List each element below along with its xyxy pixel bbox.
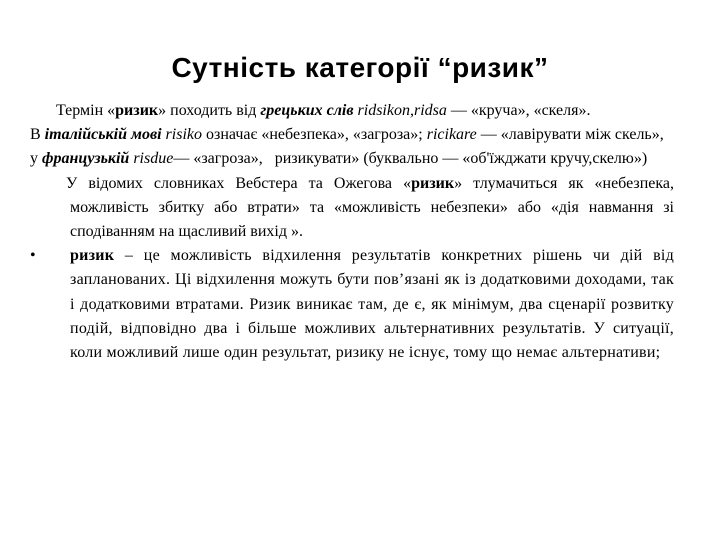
text: В <box>30 126 45 144</box>
text: – це можливість відхилення результатів конкретних рішень чи дій від запланованих. Ці відхилення можуть бути пов’язані як із додатковими доходами, так і додатковими втратами. Ризик виникає там, де є, як мінімум, два сценарії розвитку подій, відповідно два і більше можливих альтернативних результатів. У ситуації, коли можливий лише один результат, ризику не існує, тому що немає альтернативи; <box>70 247 674 362</box>
term-risk: ризик <box>411 174 455 192</box>
paragraph-etymology-french <box>30 147 674 171</box>
slide-body <box>30 99 674 365</box>
text: означає «небезпека», «загроза»; <box>202 126 427 144</box>
word-risiko: risiko <box>161 126 202 144</box>
paragraph-risk-definition <box>30 244 674 365</box>
paragraph-etymology-greek <box>30 99 674 123</box>
text: — «круча», «скеля». <box>446 102 591 119</box>
term-risk: ризик <box>70 247 115 265</box>
term-risk: ризик <box>115 102 159 119</box>
paragraph-dictionaries <box>30 172 674 245</box>
term-italian-language: італійській мові <box>44 126 162 144</box>
bullet: • <box>30 247 36 265</box>
text: » походить від <box>158 102 261 119</box>
text: У відомих словниках Вебстера та Ожегова « <box>66 174 412 192</box>
word-risdue: risdue <box>129 150 174 168</box>
term-greek-words: грецьких слів <box>260 102 354 119</box>
word-ricikare: ricikare <box>426 126 477 144</box>
text: у <box>30 150 42 168</box>
text: — «загроза», <box>173 150 263 168</box>
word-ridsikon: ridsikon,ridsa <box>353 102 447 119</box>
text: Термін « <box>56 102 116 119</box>
text: ризикувати» (буквально — «об'їжджати кручу,скелю») <box>274 150 648 168</box>
text: » тлумачиться як «небезпека, можливість збитку або втрати» та «можливість небезпеки» або «дія навмання зі сподіванням на щасливий вихід ». <box>70 174 675 241</box>
text: — «лавірувати між скель», <box>476 126 664 144</box>
paragraph-etymology-italian <box>30 123 674 147</box>
slide-title: Сутність категорії “ризик” <box>171 52 549 83</box>
term-french: французькій <box>42 150 130 168</box>
